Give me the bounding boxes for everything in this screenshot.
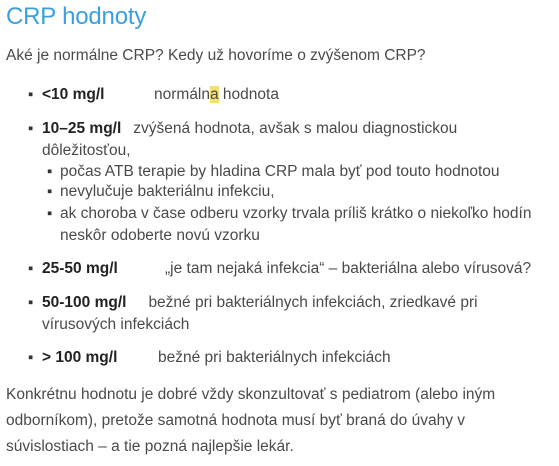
sub-list-item: ▪ nevylučuje bakteriálnu infekciu, bbox=[60, 181, 550, 203]
range-label: > 100 mg/l bbox=[42, 349, 118, 366]
bullet-icon: ▪ bbox=[28, 260, 34, 277]
range-description: normálna hodnota bbox=[154, 86, 279, 103]
sub-list-item: ▪ počas ATB terapie by hladina CRP mala byť pod touto hodnotou bbox=[60, 161, 550, 183]
bullet-icon: ▪ bbox=[47, 183, 53, 200]
range-label: 50-100 mg/l bbox=[42, 294, 127, 311]
bullet-icon: ▪ bbox=[28, 86, 34, 103]
page-title: CRP hodnoty bbox=[6, 3, 147, 30]
range-label: 10–25 mg/l bbox=[42, 120, 122, 137]
range-description: „je tam nejaká infekcia“ – bakteriálna alebo vírusová? bbox=[165, 260, 532, 277]
list-item-crp-50-100 bbox=[30, 292, 550, 336]
bullet-icon: ▪ bbox=[28, 120, 34, 137]
list-item-crp-10-25 bbox=[30, 118, 550, 162]
range-description: zvýšená hodnota, avšak s malou diagnostickou dôležitosťou, bbox=[42, 120, 458, 159]
range-row bbox=[42, 292, 550, 336]
conclusion-paragraph: Konkrétnu hodnotu je dobré vždy skonzultovať s pediatrom (alebo iným odborníkom), pretože samotná hodnota musí byť braná do úvahy v súvislostiach – a tie pozná najlepšie lekár. bbox=[6, 386, 496, 455]
range-description: bežné pri bakteriálnych infekciách, zriedkavé pri vírusových infekciách bbox=[42, 294, 478, 333]
range-description: bežné pri bakteriálnych infekciách bbox=[158, 349, 391, 366]
bullet-icon: ▪ bbox=[28, 294, 34, 311]
bullet-icon: ▪ bbox=[47, 205, 53, 222]
bullet-icon: ▪ bbox=[28, 349, 34, 366]
bullet-icon: ▪ bbox=[47, 163, 53, 180]
range-row bbox=[42, 118, 550, 162]
range-label: 25-50 mg/l bbox=[42, 260, 118, 277]
sub-list-item: ▪ ak choroba v čase odberu vzorky trvala príliš krátko o niekoľko hodín neskôr odoberte novú vzorku bbox=[47, 205, 532, 244]
range-label: <10 mg/l bbox=[42, 86, 105, 103]
intro-question: Aké je normálne CRP? Kedy už hovoríme o zvýšenom CRP? bbox=[6, 47, 426, 64]
